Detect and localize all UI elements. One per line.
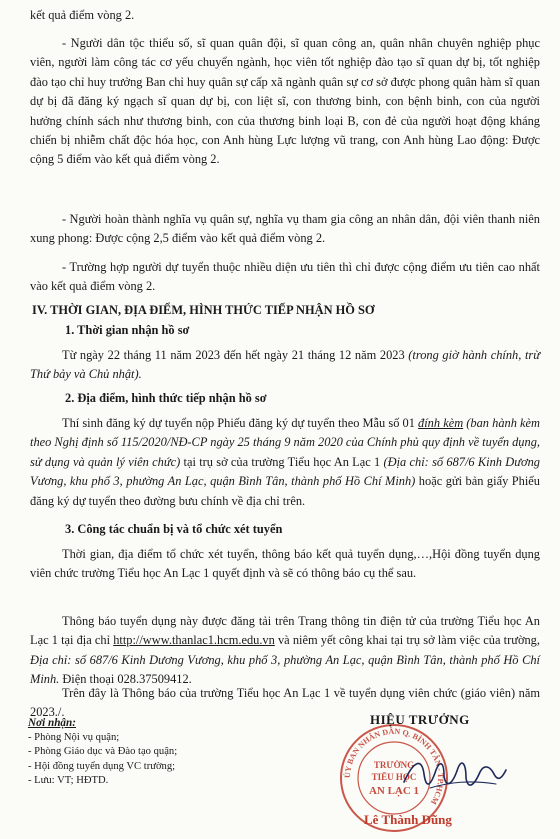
submission-text-3: hoặc gửi bản giấy Phiếu đăng ký dự tuyển theo đường bưu chính về địa chỉ trên. — [30, 474, 540, 508]
recipients-title: Nơi nhận: — [28, 717, 76, 729]
submission-text-1: Thí sinh đăng ký dự tuyển nộp Phiếu đăng ký dự tuyển theo Mẫu số 01 — [62, 416, 419, 430]
paragraph-continuation: kết quả điểm vòng 2. — [30, 8, 135, 22]
recipient-item: - Phòng Giáo dục và Đào tạo quận; — [28, 746, 178, 758]
stamp-line-1: TRƯỜNG — [373, 760, 415, 770]
stamp-ring-text: ỦY BAN NHÂN DÂN Q. BÌNH TÂN - TP.HCM — [342, 726, 446, 807]
receiving-time-note: (trong giờ hành chính, trừ Thứ bảy và Chủ nhật). — [30, 348, 540, 382]
subheading-1: 1. Thời gian nhận hồ sơ — [65, 323, 190, 337]
signer-name: Lê Thành Dũng — [364, 812, 452, 827]
stamp-line-3: AN LẠC 1 — [368, 785, 420, 797]
paragraph-receiving-time — [30, 346, 540, 385]
decree-reference: (ban hành kèm theo Nghị định số 115/2020/NĐ-CP ngày 25 tháng 9 năm 2020 của Chính phủ quy định về tuyển dụng, sử dụng và quản lý viên chức) — [30, 416, 540, 469]
paragraph-priority-2-5-points: - Người hoàn thành nghĩa vụ quân sự, nghĩa vụ tham gia công an nhân dân, đội viên thanh niên xung phong: Được cộng 2,5 điểm vào kết quả điểm vòng 2. — [30, 212, 540, 246]
signer-title: HIỆU TRƯỞNG — [370, 712, 470, 727]
paragraph-priority-5-points: - Người dân tộc thiểu số, sĩ quan quân đội, sĩ quan công an, quân nhân chuyên nghiệp phục viên, người làm công tác cơ yếu chuyển ngành, học viên tốt nghiệp đào tạo sĩ quan dự bị, tốt nghiệp đào tạo chỉ huy trưởng Ban chỉ huy quân sự cấp xã ngành quân sự cơ sở được phong quân hàm sĩ quan dự bị đã đăng ký ngạch sĩ quan dự bị, con liệt sĩ, con thương binh, con bệnh binh, con của người hưởng chính sách như thương binh, con của thương binh loại B, con đẻ của người hoạt động kháng chiến bị nhiễm chất độc hóa học, con Anh hùng Lực lượng vũ trang, con Anh hùng Lao động: Được cộng 5 điểm vào kết quả điểm vòng 2. — [30, 36, 540, 167]
paragraph-selection-organization: Thời gian, địa điểm tổ chức xét tuyển, thông báo kết quả tuyển dụng,…,Hội đồng tuyển dụng viên chức trường Tiểu học An Lạc 1 quyết định và sẽ có thông báo cụ thể sau. — [30, 547, 540, 581]
handwritten-signature — [400, 748, 510, 798]
publication-text-1: Thông báo tuyển dụng này được đăng tải trên Trang thông tin điện tử của trường Tiểu học An Lạc 1 tại địa chỉ — [30, 614, 540, 648]
receiving-time-text: Từ ngày 22 tháng 11 năm 2023 đến hết ngày 21 tháng 12 năm 2023 — [62, 348, 409, 362]
publication-text-2: và niêm yết công khai tại trụ sở làm việc của trường, — [274, 633, 540, 648]
publication-address: Địa chỉ: số 687/6 Kinh Dương Vương, khu phố 3, phường An Lạc, quận Bình Tân, thành phố Hồ Chí Minh. — [30, 652, 540, 687]
paragraph-publication — [30, 612, 540, 690]
school-address: (Địa chỉ: số 687/6 Kinh Dương Vương, khu phố 3, phường An Lạc, quận Bình Tân, thành phố Hồ Chí Minh) — [30, 454, 540, 489]
submission-text-2: tại trụ sở của trường Tiểu học An Lạc 1 — [180, 454, 384, 469]
attachment-label: đính kèm — [418, 416, 464, 430]
recipient-item: - Phòng Nội vụ quận; — [28, 731, 120, 743]
recipient-item: - Lưu: VT; HĐTD. — [28, 775, 109, 787]
recipients-block — [28, 716, 278, 789]
paragraph-priority-highest: - Trường hợp người dự tuyển thuộc nhiều diện ưu tiên thì chỉ được cộng điểm ưu tiên cao nhất vào kết quả điểm vòng 2. — [30, 260, 540, 294]
phone-number: Điện thoại 028.37509412. — [59, 672, 192, 687]
stamp-line-2: TIỂU HỌC — [371, 772, 417, 782]
recipient-item: - Hội đồng tuyển dụng VC trường; — [28, 760, 176, 772]
paragraph-closing: Trên đây là Thông báo của trường Tiểu học An Lạc 1 về tuyển dụng viên chức (giáo viên) năm 2023./. — [30, 686, 540, 720]
subheading-3: 3. Công tác chuẩn bị và tổ chức xét tuyển — [65, 522, 283, 536]
paragraph-submission-location — [30, 414, 540, 511]
subheading-2: 2. Địa điểm, hình thức tiếp nhận hồ sơ — [65, 391, 267, 405]
section-heading-iv: IV. THỜI GIAN, ĐỊA ĐIỂM, HÌNH THỨC TIẾP NHẬN HỒ SƠ — [32, 303, 375, 317]
school-website-link[interactable]: http://www.thanlac1.hcm.edu.vn — [113, 633, 275, 648]
